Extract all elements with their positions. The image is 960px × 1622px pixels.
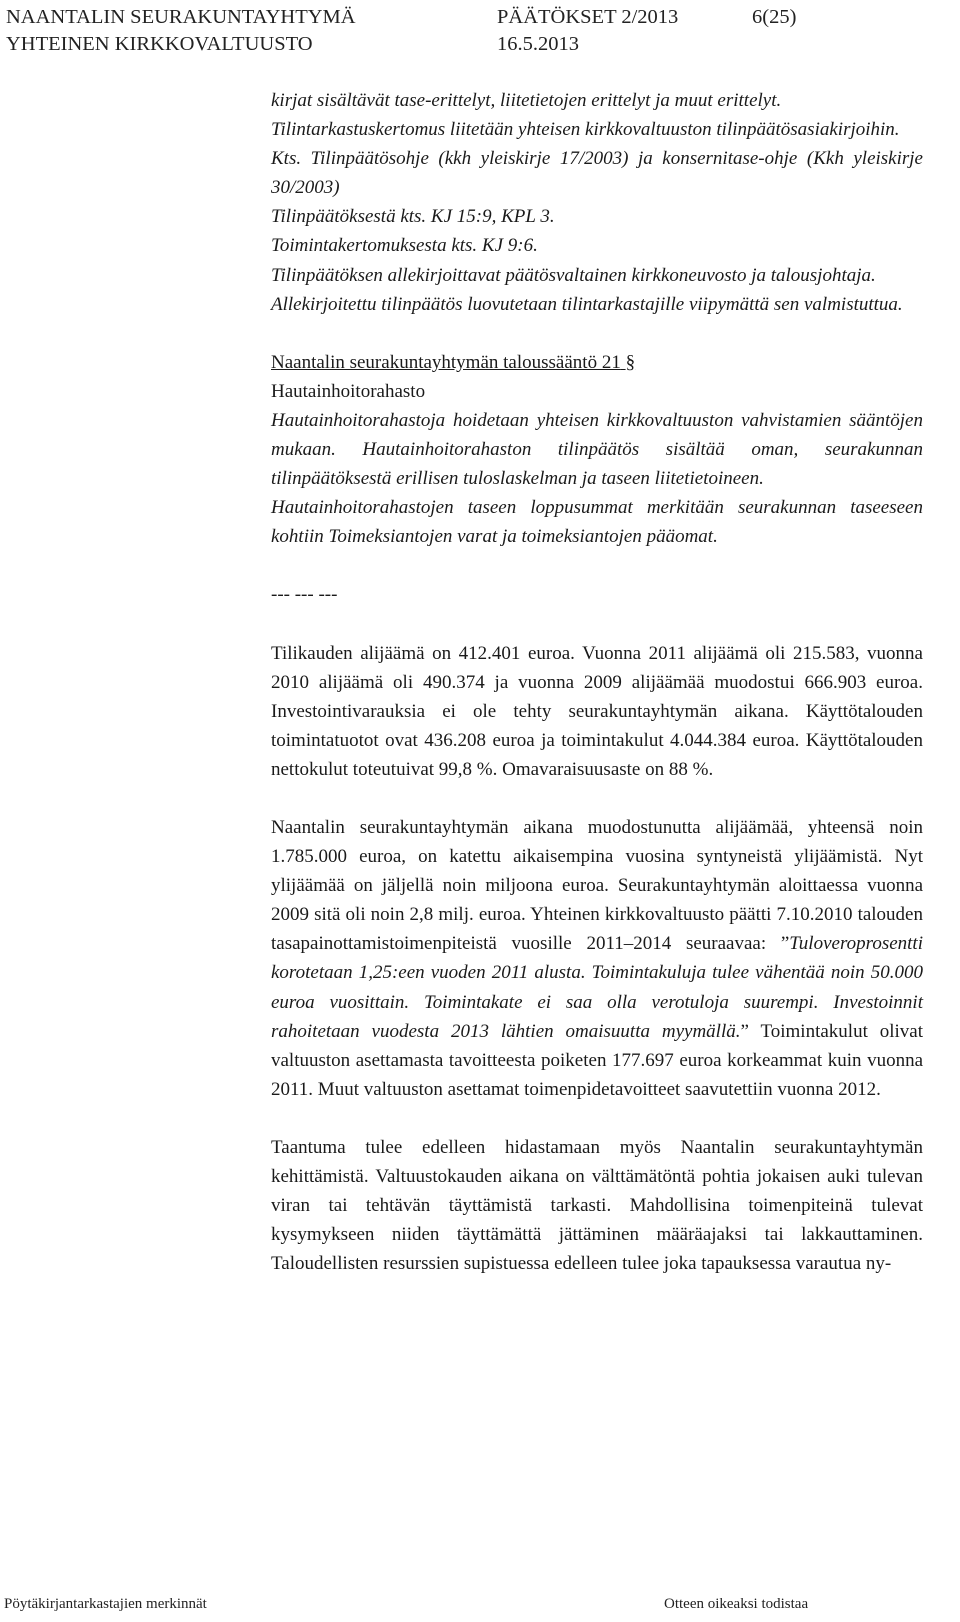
rule-heading	[271, 348, 923, 377]
paragraph-balancing-a: Naantalin seurakuntayhtymän aikana muodostunutta alijäämää, yhteensä noin 1.785.000 euroa, on katettu aikaisempina vuosina syntyneistä ylijäämistä. Nyt ylijäämää on jäljellä noin miljoona euroa. Seurakuntayhtymän aloittaessa vuonna 2009 sitä oli noin 2,8 milj. euroa. Yhteinen kirkkovaltuusto päätti 7.10.2010 talouden tasapainottamistoimenpiteistä vuosille 2011–2014 seuraavaa: ”	[271, 816, 923, 955]
meeting-date: 16.5.2013	[497, 33, 579, 55]
header-row-2	[0, 31, 960, 58]
text-line: Kts. Tilinpäätösohje (kkh yleiskirje 17/2003) ja konsernitase-ohje (Kkh yleiskirje 30/2003)	[271, 148, 923, 199]
paragraph-recession: Taantuma tulee edelleen hidastamaan myös Naantalin seurakuntayhtymän kehittämistä. Valtuustokauden aikana on välttämätöntä pohtia jokaisen auki tulevan viran tai tehtävän täyttämistä tarkasti. Mahdollisina toimenpiteinä tulevat kysymykseen niiden täyttämättä jättäminen määräajaksi tai lakkauttaminen. Taloudellisten resurssien supistuessa edelleen tulee joka tapauksessa varautua ny-	[271, 1136, 923, 1275]
header-row-1	[0, 4, 960, 31]
rule-paragraph-2: Hautainhoitorahastojen taseen loppusummat merkitään seurakunnan taseeseen kohtiin Toimeksiantojen varat ja toimeksiantojen pääomat.	[271, 497, 923, 548]
text-line: Tilintarkastuskertomus liitetään yhteisen kirkkovaltuuston tilinpäätösasiakirjoihin.	[271, 119, 900, 141]
rule-title: Hautainhoitorahasto	[271, 380, 426, 402]
document-body	[271, 86, 923, 1278]
footer-right: Otteen oikeaksi todistaa	[664, 1596, 809, 1612]
text-line: Toimintakertomuksesta kts. KJ 9:6.	[271, 235, 538, 257]
text-line: Tilinpäätöksen allekirjoittavat päätösvaltainen kirkkoneuvosto ja talousjohtaja.	[271, 264, 876, 286]
footer-left: Pöytäkirjantarkastajien merkinnät	[4, 1596, 207, 1612]
text-line: Tilinpäätöksestä kts. KJ 15:9, KPL 3.	[271, 206, 555, 228]
body-name: YHTEINEN KIRKKOVALTUUSTO	[6, 33, 313, 55]
section-mark: §	[625, 351, 636, 373]
paragraph-balancing-c: ” Toimintakulut olivat valtuuston asettamasta tavoitteesta poiketen 177.697 euroa korkeammat kuin vuonna 2011. Muut valtuuston asettamat toimenpidetavoitteet saavutettiin vuonna 2012.	[271, 1020, 924, 1100]
paragraph-balancing	[271, 813, 923, 1104]
page-footer	[0, 1592, 960, 1620]
rule-heading-text: Naantalin seurakuntayhtymän taloussääntö 21	[271, 351, 621, 373]
page-number: 6(25)	[752, 6, 797, 28]
paragraph-deficit: Tilikauden alijäämä on 412.401 euroa. Vuonna 2011 alijäämä oli 215.583, vuonna 2010 alijäämä oli 490.374 ja vuonna 2009 alijäämää muodostui 666.903 euroa. Investointivarauksia ei ole tehty seurakuntayhtymän aikana. Käyttötalouden toimintatuotot ovat 436.208 euroa ja toimintakulut 4.044.384 euroa. Käyttötalouden nettokulut toteutuivat 99,8 %. Omavaraisuusaste on 88 %.	[271, 642, 923, 780]
page-header	[0, 4, 960, 58]
rule-paragraph-1: Hautainhoitorahastoja hoidetaan yhteisen kirkkovaltuuston vahvistamien sääntöjen mukaan. Hautainhoitorahaston tilinpäätös sisältää oman, seurakunnan tilinpäätöksestä erillisen tuloslaskelman ja taseen liitetietoineen.	[271, 409, 923, 490]
separator: --- --- ---	[271, 584, 338, 606]
quoted-decision: Tuloveroprosentti korotetaan 1,25:een vuoden 2011 alusta. Toimintakuluja tulee vähentää noin 50.000 euroa vuosittain. Toimintakate ei saa olla verotuloja suurempi. Investoinnit rahoitetaan vuodesta 2013 lähtien omaisuutta myymällä.	[271, 933, 923, 1042]
text-line: Allekirjoitettu tilinpäätös luovutetaan tilintarkastajille viipymättä sen valmistuttua.	[271, 293, 903, 315]
text-line: kirjat sisältävät tase-erittelyt, liitetietojen erittelyt ja muut erittelyt.	[271, 90, 782, 111]
organization-name: NAANTALIN SEURAKUNTAYHTYMÄ	[6, 6, 356, 28]
document-title: PÄÄTÖKSET 2/2013	[497, 6, 679, 28]
